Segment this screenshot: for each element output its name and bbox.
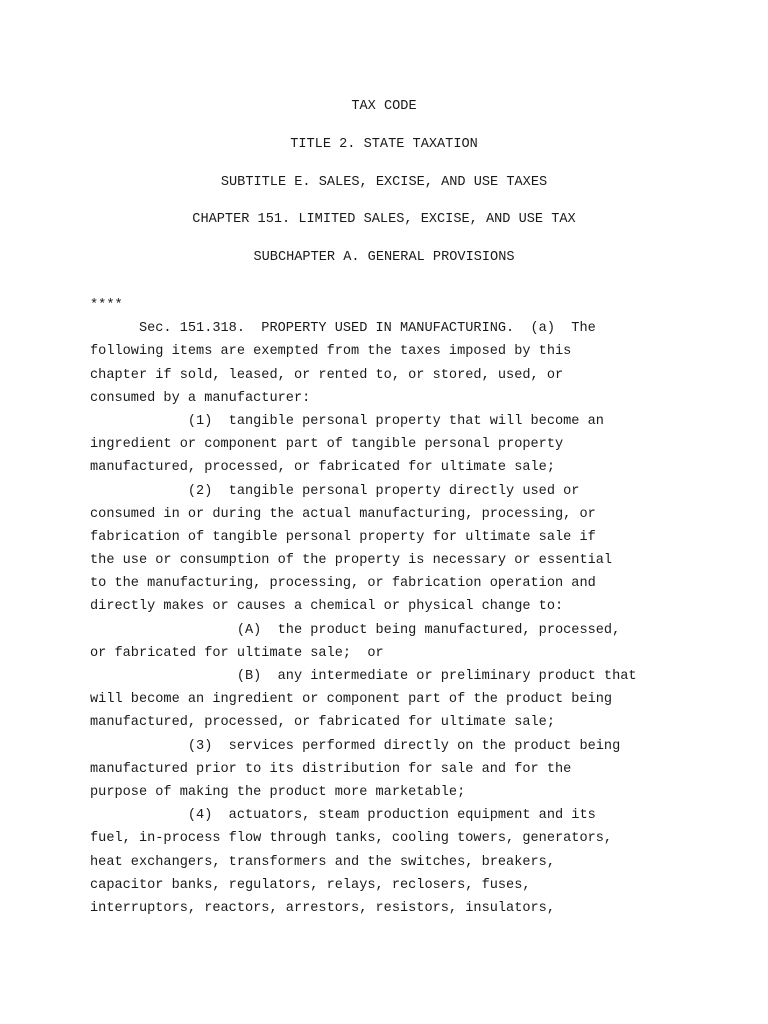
text-line: fuel, in-process flow through tanks, cooling towers, generators, [90,831,613,847]
subchapter-heading: SUBCHAPTER A. GENERAL PROVISIONS [253,250,515,265]
text-line: heat exchangers, transformers and the switches, breakers, [90,854,555,870]
text-line: will become an ingredient or component part of the product being [90,692,613,708]
title-heading: TITLE 2. STATE TAXATION [290,137,478,152]
text-line: (A) the product being manufactured, processed, [90,622,621,638]
text-line: (4) actuators, steam production equipment and its [90,808,596,824]
text-line: consumed by a manufacturer: [90,390,311,406]
text-line: (1) tangible personal property that will become an [90,413,604,429]
text-line: capacitor banks, regulators, relays, reclosers, fuses, [90,877,531,893]
text-line: following items are exempted from the taxes imposed by this [90,344,572,360]
text-line: or fabricated for ultimate sale; or [90,645,384,661]
text-line: manufactured, processed, or fabricated for ultimate sale; [90,460,555,476]
text-line: manufactured prior to its distribution for sale and for the [90,761,572,777]
text-line: manufactured, processed, or fabricated for ultimate sale; [90,715,555,731]
text-line: fabrication of tangible personal property for ultimate sale if [90,529,596,545]
text-line: consumed in or during the actual manufacturing, processing, or [90,506,596,522]
text-line: Sec. 151.318. PROPERTY USED IN MANUFACTURING. (a) The [90,321,596,337]
text-line: **** [90,298,123,313]
text-line: the use or consumption of the property is necessary or essential [90,553,613,569]
code-heading: TAX CODE [351,99,417,114]
statute-body [90,294,750,920]
text-line: (B) any intermediate or preliminary product that [90,669,637,684]
text-line: (2) tangible personal property directly used or [90,483,580,499]
chapter-heading: CHAPTER 151. LIMITED SALES, EXCISE, AND USE TAX [192,212,576,227]
text-line: purpose of making the product more marketable; [90,784,466,800]
text-line: to the manufacturing, processing, or fabrication operation and [90,576,596,592]
text-line: directly makes or causes a chemical or physical change to: [90,599,564,615]
text-line: (3) services performed directly on the product being [90,738,621,754]
text-line: chapter if sold, leased, or rented to, or stored, used, or [90,367,564,383]
subtitle-heading: SUBTITLE E. SALES, EXCISE, AND USE TAXES [220,175,548,190]
text-line: interruptors, reactors, arrestors, resistors, insulators, [90,900,555,916]
text-line: ingredient or component part of tangible personal property [90,437,564,453]
